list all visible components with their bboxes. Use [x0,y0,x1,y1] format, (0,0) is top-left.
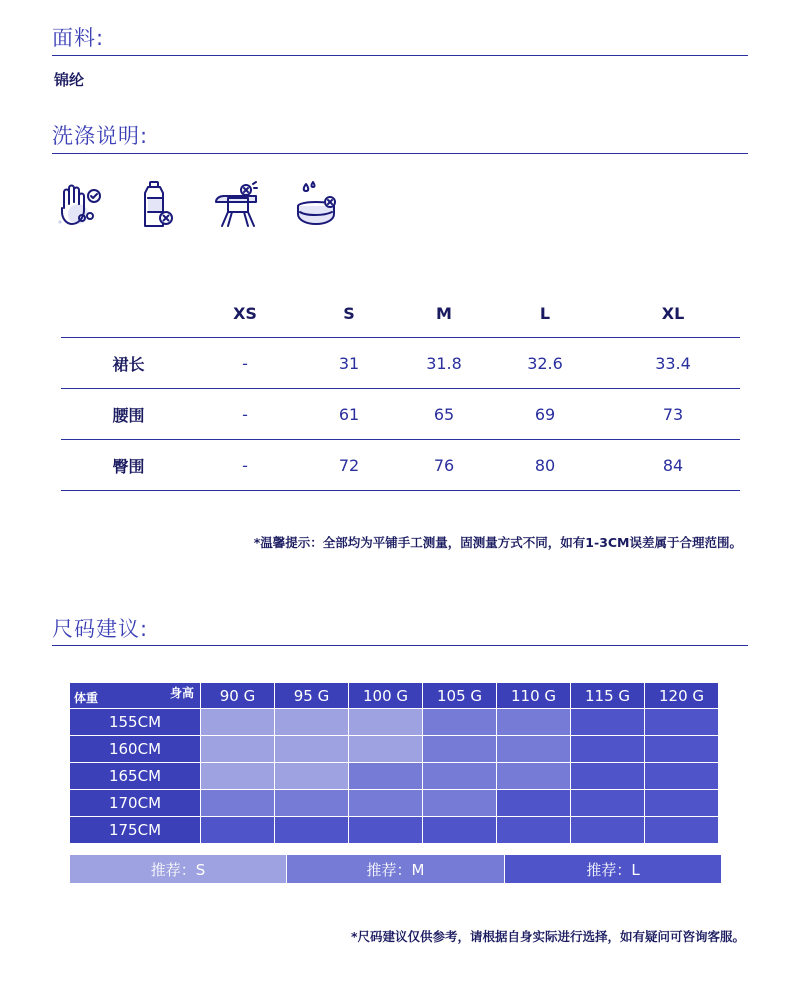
legend-item: 推荐：S [70,855,287,883]
weight-column: 115 G [571,683,645,709]
recommendation-cell [571,790,645,817]
recommendation-cell [497,736,571,763]
recommendation-cell [349,817,423,844]
table-row [61,388,740,439]
recommendation-cell [423,709,497,736]
recommendation-grid [70,683,719,844]
recommendation-cell [645,736,719,763]
row-label: 裙长 [112,354,145,374]
recommendation-legend [70,855,722,883]
recommendation-cell [645,763,719,790]
weight-column: 100 G [349,683,423,709]
divider [52,645,748,646]
recommendation-cell [571,763,645,790]
recommendation-row [70,790,719,817]
recommendation-cell [349,709,423,736]
recommendation-row [70,817,719,844]
recommendation-cell [571,817,645,844]
legend-item: 推荐：M [287,855,505,883]
table-cell: 32.6 [527,353,563,373]
header-cell: S [343,304,355,323]
table-cell: - [242,404,248,424]
recommendation-cell [497,817,571,844]
size-advice-title: 尺码建议: [52,617,149,641]
height-label: 身高 [169,686,194,700]
table-cell: 61 [338,404,360,424]
recommendation-cell [423,790,497,817]
recommendation-cell [275,709,349,736]
recommendation-cell [645,709,719,736]
weight-column: 95 G [275,683,349,709]
recommendation-cell [645,790,719,817]
header-cell: XS [233,304,257,323]
row-label: 臀围 [112,456,145,476]
recommendation-cell [423,763,497,790]
recommendation-cell [349,790,423,817]
recommendation-row [70,763,719,790]
height-row-label: 160CM [70,736,201,763]
table-cell: - [242,455,248,475]
height-row-label: 175CM [70,817,201,844]
table-cell: 73 [662,404,684,424]
recommendation-cell [201,709,275,736]
recommendation-cell [275,763,349,790]
weight-column: 105 G [423,683,497,709]
weight-column: 110 G [497,683,571,709]
recommendation-cell [423,736,497,763]
height-row-label: 165CM [70,763,201,790]
header-cell: M [436,304,452,323]
grid-corner [70,683,201,709]
divider [52,153,748,154]
recommendation-cell [275,736,349,763]
table-row [61,337,740,388]
recommendation-header [70,683,719,709]
table-cell: 76 [433,455,455,475]
table-cell: 33.4 [655,353,691,373]
recommendation-cell [645,817,719,844]
recommendation-cell [349,736,423,763]
recommendation-cell [201,736,275,763]
table-cell: 72 [338,455,360,475]
fabric-title: 面料: [52,26,105,50]
recommendation-cell [423,817,497,844]
recommendation-cell [571,709,645,736]
wash-title: 洗涤说明: [52,124,149,148]
table-cell: 69 [534,404,556,424]
recommendation-cell [349,763,423,790]
height-row-label: 170CM [70,790,201,817]
recommendation-cell [497,790,571,817]
legend-item: 推荐：L [505,855,722,883]
recommendation-cell [275,817,349,844]
recommendation-cell [201,817,275,844]
weight-column: 120 G [645,683,719,709]
fabric-value: 锦纶 [54,71,85,89]
weight-label: 体重 [74,691,99,705]
no-bleach-icon [132,178,186,232]
recommendation-row [70,709,719,736]
size-table-header [61,290,740,337]
weight-column: 90 G [201,683,275,709]
no-ironing-icon [212,178,266,232]
wash-icons [52,178,346,232]
row-label: 腰围 [112,405,145,425]
recommendation-cell [275,790,349,817]
recommendation-cell [571,736,645,763]
header-cell: XL [661,304,685,323]
table-cell: 65 [433,404,455,424]
recommendation-cell [497,709,571,736]
recommendation-cell [497,763,571,790]
recommendation-cell [201,790,275,817]
divider [52,55,748,56]
table-row [61,439,740,491]
no-machine-wash-icon [292,178,346,232]
table-cell: 84 [662,455,684,475]
header-cell: L [539,304,551,323]
recommendation-cell [201,763,275,790]
table-cell: 31.8 [426,353,462,373]
height-row-label: 155CM [70,709,201,736]
recommendation-row [70,736,719,763]
measurement-note: *温馨提示：全部均为平铺手工测量，固测量方式不同，如有1-3CM误差属于合理范围。 [253,535,742,550]
size-table [61,290,740,491]
table-cell: 80 [534,455,556,475]
table-cell: - [242,353,248,373]
advice-note: *尺码建议仅供参考，请根据自身实际进行选择，如有疑问可咨询客服。 [350,929,745,944]
hand-wash-icon [52,178,106,232]
table-cell: 31 [338,353,360,373]
